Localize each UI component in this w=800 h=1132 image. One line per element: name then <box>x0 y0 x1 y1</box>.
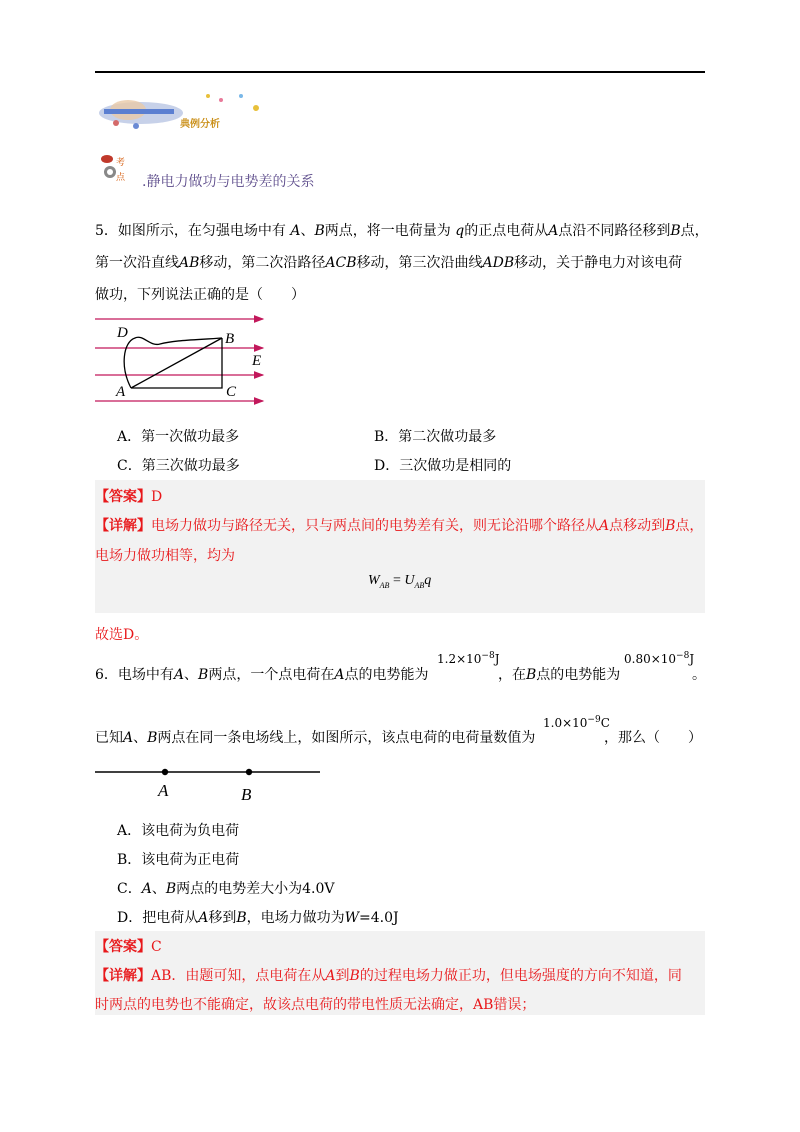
q5-option-c[interactable]: C．第三次做功最多 <box>117 458 240 474</box>
q6-option-d[interactable]: D．把电荷从A移到B，电场力做功为W=4.0J <box>117 910 399 926</box>
logo-graphic <box>96 88 266 138</box>
point-b <box>246 769 252 775</box>
q6-figure <box>95 762 325 807</box>
label-b: B <box>225 331 235 347</box>
q6-option-a[interactable]: A．该电荷为负电荷 <box>117 823 240 839</box>
path-adb <box>124 337 222 388</box>
q6-detail-line2: 时两点的电势也不能确定，故该点电荷的带电性质无法确定，AB错误； <box>95 997 536 1013</box>
label-d: D <box>117 325 128 341</box>
q6-charge: $1.0\times 10^{-9}C$ <box>543 715 610 730</box>
q6-ep-b: $0.80\times 10^{-8}J$ <box>624 651 695 666</box>
q5-conclusion: 故选D。 <box>95 627 149 643</box>
label-c: C <box>226 384 237 400</box>
label-a: A <box>158 781 169 800</box>
q6-line1: 6．电场中有A、B两点，一个点电荷在A点的电势能为 <box>95 667 429 683</box>
point-a <box>162 769 168 775</box>
label-e: E <box>252 353 262 369</box>
kaodian-title: .静电力做功与电势差的关系 <box>142 174 315 190</box>
q6-option-c[interactable]: C．A、B两点的电势差大小为4.0V <box>117 881 335 897</box>
label-b: B <box>241 785 252 804</box>
q6-line2: 已知A、B两点在同一条电场线上，如图所示，该点电荷的电荷量数值为 <box>95 730 536 746</box>
q6-answer: 【答案】C <box>95 939 162 955</box>
q5-detail-line2: 电场力做功相等，均为 <box>95 548 235 564</box>
q5-line1: 5．如图所示，在匀强电场中有 A、B两点，将一电荷量为 q的正点电荷从A点沿不同路径移到B点， <box>95 223 709 239</box>
section-logo <box>96 88 266 142</box>
q5-detail-line1: 【详解】电场力做功与路径无关，只与两点间的电势差有关，则无论沿哪个路径从A点移动到B点， <box>95 518 704 534</box>
header-rule <box>95 71 705 73</box>
q6-line2-end: ，那么（ ） <box>604 730 702 746</box>
q5-line3: 做功，下列说法正确的是（ ） <box>95 287 305 303</box>
q5-line2: 第一次沿直线AB移动，第二次沿路径ACB移动，第三次沿曲线ADB移动，关于静电力对该电荷 <box>95 255 683 271</box>
q5-figure <box>95 312 275 412</box>
kaodian-title-text: 静电力做功与电势差的关系 <box>146 174 315 190</box>
q5-answer: 【答案】D <box>95 489 163 505</box>
q5-option-b[interactable]: B．第二次做功最多 <box>374 429 497 445</box>
path-ab <box>131 338 222 388</box>
q6-detail-line1: 【详解】AB．由题可知，点电荷在从A到B的过程电场力做正功，但电场强度的方向不知道，同 <box>95 968 682 984</box>
q5-option-d[interactable]: D．三次做功是相同的 <box>374 458 512 474</box>
q5-option-a[interactable]: A．第一次做功最多 <box>117 429 240 445</box>
q6-option-b[interactable]: B．该电荷为正电荷 <box>117 852 240 868</box>
logo-text: 典例分析 <box>180 119 220 130</box>
q5-formula: $W_{AB} = U_{AB}q$ <box>368 573 432 590</box>
q6-ep-a: $1.2\times 10^{-8}J$ <box>437 651 500 666</box>
q6-line1-mid: ，在B点的电势能为 <box>498 667 621 683</box>
kaodian-icon-label: 考点 <box>116 158 126 183</box>
q6-line1-end: 。 <box>692 667 706 683</box>
label-a: A <box>116 384 126 400</box>
